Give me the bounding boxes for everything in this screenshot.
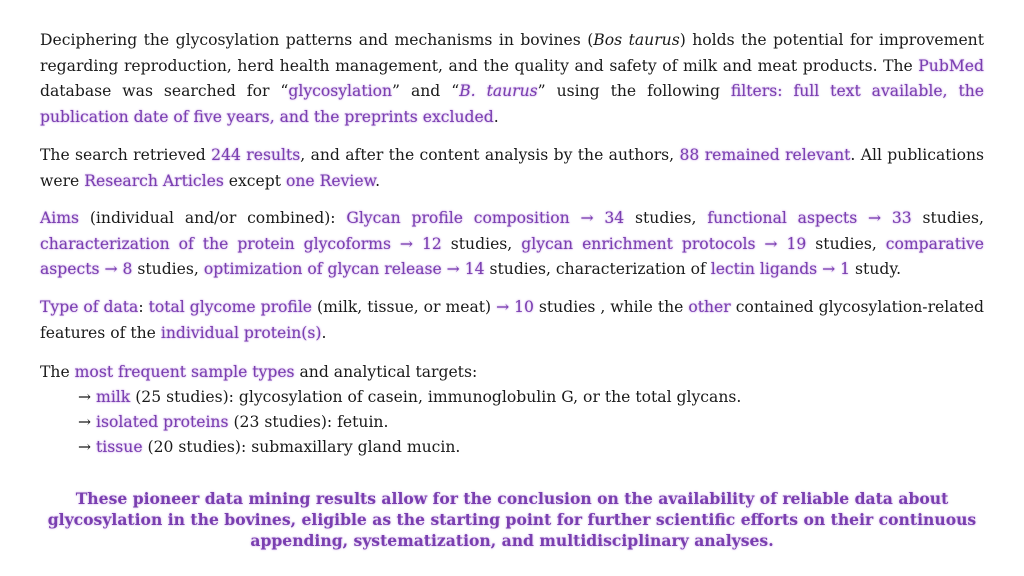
highlight-relevant-count: 88 remained relevant (679, 146, 851, 164)
list-item (78, 435, 460, 461)
text: studies, (132, 260, 204, 279)
text: . (321, 323, 327, 342)
text: . (375, 171, 381, 190)
arrow-icon: → (78, 413, 97, 431)
text: (20 studies): submaxillary gland mucin. (142, 438, 461, 456)
highlight-type-of-data: Type of data (40, 298, 139, 316)
text: studies, (806, 234, 886, 253)
text: studies, (624, 209, 708, 227)
text: ” using the following (537, 82, 731, 101)
text: . (493, 107, 499, 126)
highlight-sample-type: milk (96, 388, 131, 406)
text: studies , while the (533, 298, 689, 316)
text: database was searched for “ (40, 82, 289, 101)
highlight-aim: lectin ligands → 1 (710, 260, 851, 279)
highlight-aim: comparative aspects → 8 (40, 234, 984, 279)
highlight-total-glycome: total glycome profile (148, 298, 313, 316)
highlight-sample-type: isolated proteins (96, 413, 229, 431)
list-item (78, 410, 388, 436)
highlight-filters: filters: full text available, the publication date of five years, and the preprints excluded (40, 82, 984, 126)
sample-types-heading (40, 360, 984, 386)
text: and analytical targets: (294, 363, 478, 381)
species-name: Bos taurus (593, 31, 680, 49)
arrow-icon: → (78, 388, 97, 406)
text: The (40, 363, 75, 381)
aims-paragraph (40, 206, 984, 283)
text: studies, (441, 234, 522, 253)
text: The search retrieved (40, 146, 212, 164)
text: contained glycosylation-related features of the (40, 298, 985, 342)
arrow-icon: → (78, 438, 97, 456)
highlight-aim: glycan enrichment protocols → 19 (521, 234, 807, 253)
highlight-other: other (688, 298, 731, 316)
text: study. (850, 260, 902, 279)
highlight-glycosylation: glycosylation (288, 82, 393, 101)
highlight-sample-type: tissue (96, 438, 143, 456)
highlight-pubmed: PubMed (918, 56, 984, 75)
highlight-aims: Aims (40, 209, 80, 227)
text: studies, characterization of (484, 260, 711, 279)
highlight-count: → 10 (496, 298, 534, 316)
text: , and after the content analysis by the authors, (300, 146, 680, 164)
text: (milk, tissue, or meat) (312, 298, 497, 316)
highlight-aim: Glycan profile composition → 34 (346, 209, 625, 227)
highlight-aim: optimization of glycan release → 14 (203, 260, 485, 279)
highlight-individual-proteins: individual protein(s) (160, 323, 322, 342)
text: ” and “ (392, 82, 460, 101)
text: Deciphering the glycosylation patterns and mechanisms in bovines ( (40, 31, 594, 49)
list-item (78, 385, 741, 411)
highlight-b-taurus: B. taurus (459, 82, 538, 101)
highlight-aim: functional aspects → 33 (707, 209, 912, 227)
text: (25 studies): glycosylation of casein, immunoglobulin G, or the total glycans. (130, 388, 742, 406)
text: : (138, 298, 149, 316)
text: (individual and/or combined): (79, 209, 347, 227)
text: (23 studies): fetuin. (228, 413, 389, 431)
intro-paragraph (40, 28, 984, 130)
text: . All publications were (40, 146, 984, 190)
text: studies, (911, 209, 984, 227)
results-paragraph (40, 143, 984, 194)
conclusion: These pioneer data mining results allow for the conclusion on the availability of reliable data about glycosylation in the bovines, eligible as the starting point for further scientific efforts on their continuous appending, systematization, and multidisciplinary analyses. (47, 489, 977, 550)
data-type-paragraph (40, 295, 984, 346)
highlight-aim: characterization of the protein glycoforms → 12 (40, 234, 442, 253)
highlight-research-articles: Research Articles (84, 171, 224, 190)
text: except (223, 171, 286, 190)
text: ) holds the potential for improvement regarding reproduction, herd health management, and the quality and safety of milk and meat products. The (40, 31, 984, 75)
highlight-results-count: 244 results (211, 146, 301, 164)
highlight-one-review: one Review (285, 171, 376, 190)
highlight-sample-types: most frequent sample types (74, 363, 295, 381)
